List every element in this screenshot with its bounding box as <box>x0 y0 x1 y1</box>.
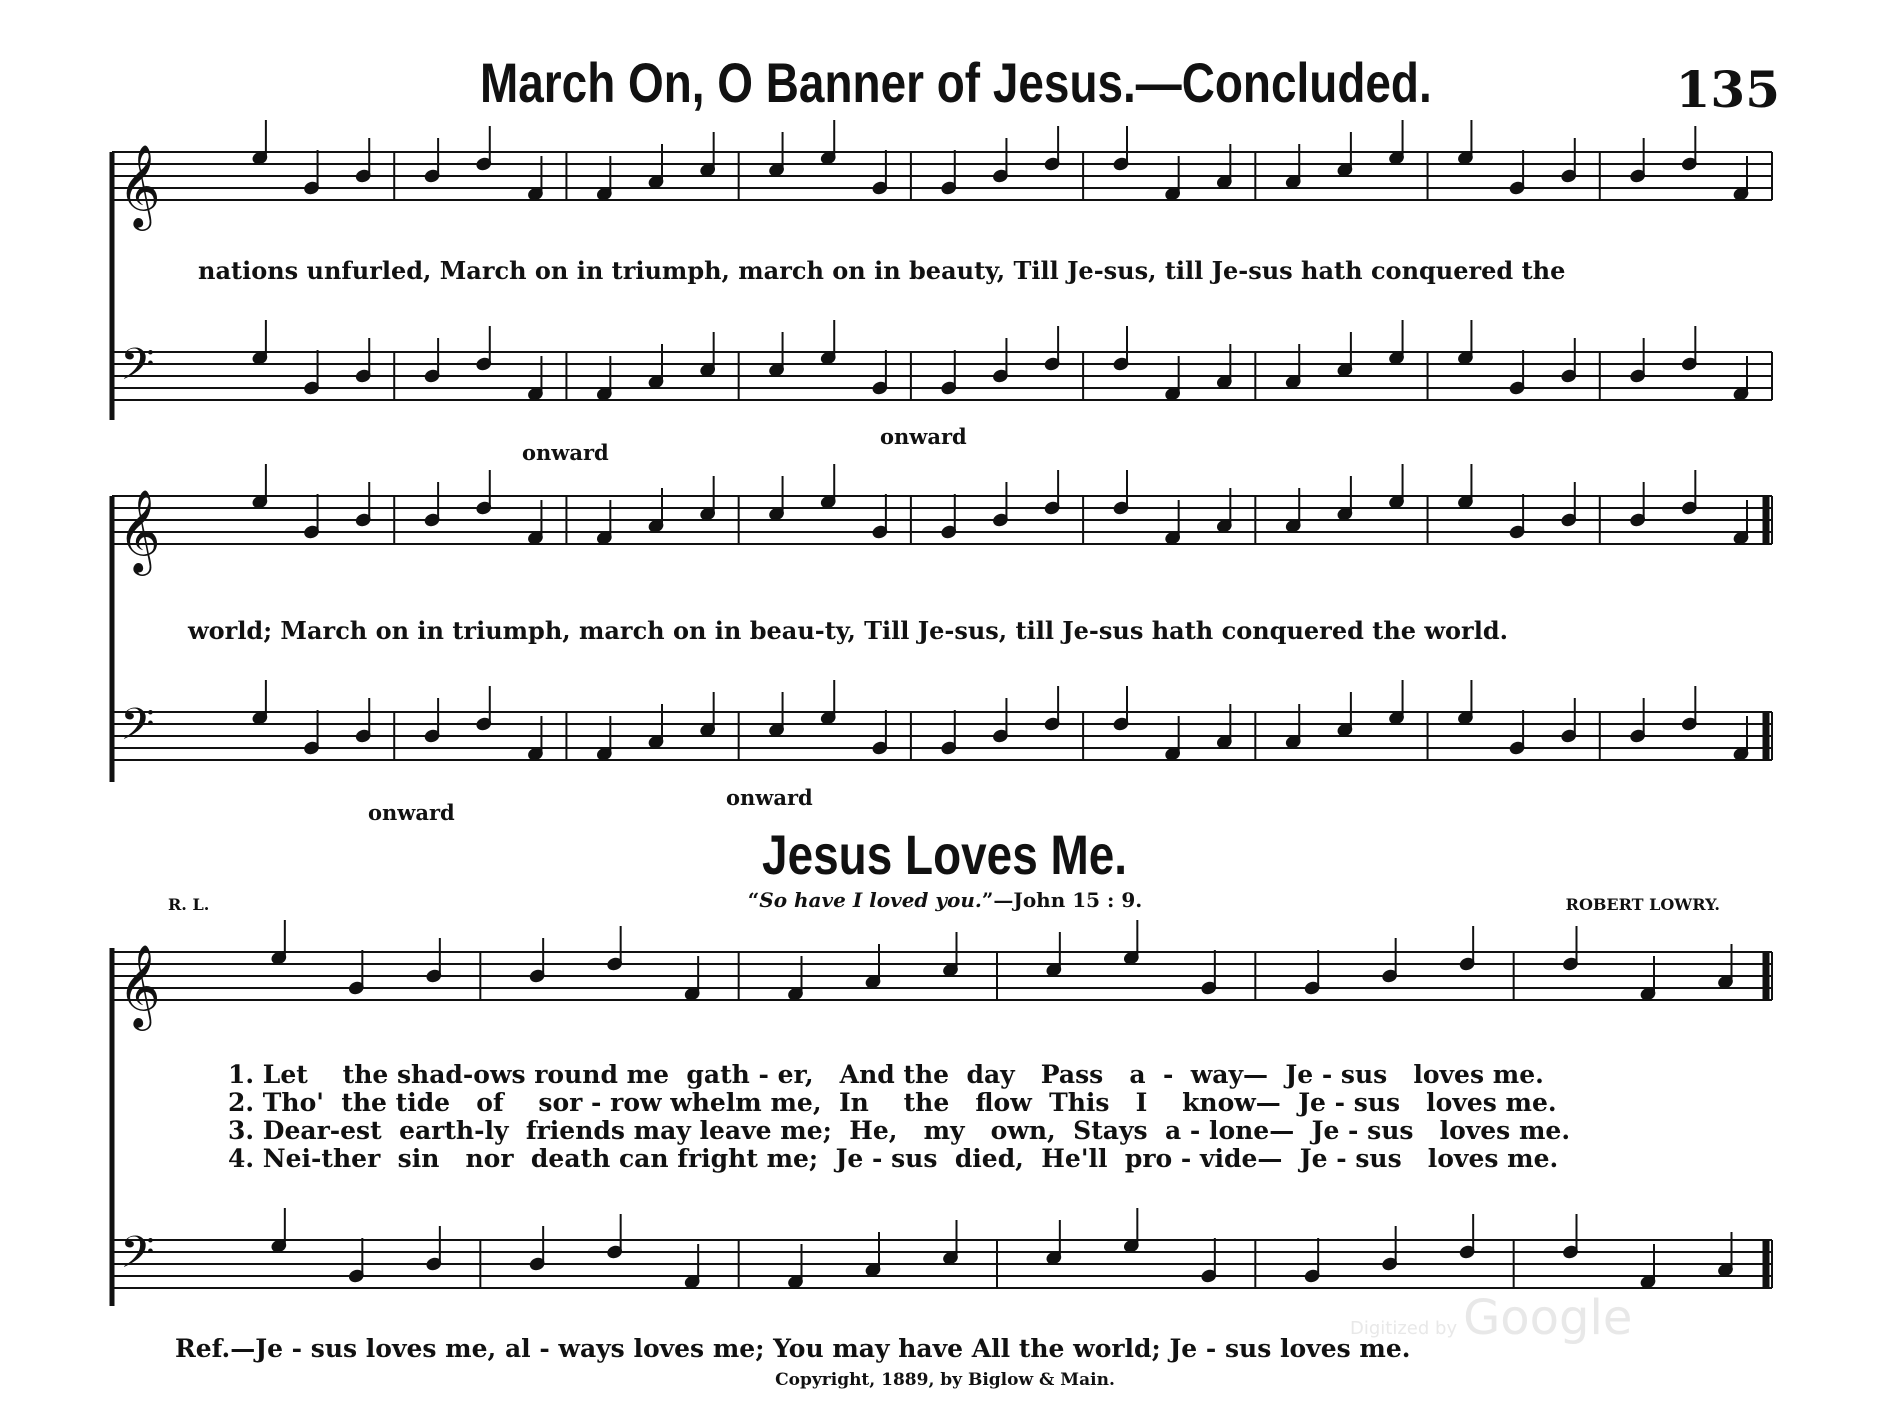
page-number: 135 <box>1675 60 1780 119</box>
svg-text:𝄞: 𝄞 <box>118 143 161 227</box>
verse-3: 3. Dear-est earth-ly friends may leave me; He, my own, Stays a - lone— Je - sus loves me. <box>228 1116 1571 1145</box>
system2-onward-b: onward <box>726 785 813 810</box>
system2-onward-a: onward <box>368 800 455 825</box>
verse-1: 1. Let the shad-ows round me gath - er, And the day Pass a - way— Je - sus loves me. <box>228 1060 1544 1089</box>
verse-4: 4. Nei-ther sin nor death can fright me; Je - sus died, He'll pro - vide— Je - sus loves me. <box>228 1144 1559 1173</box>
epigraph-reference: —John 15 : 9. <box>993 888 1143 912</box>
epigraph-quote: So have I loved you. <box>759 888 982 912</box>
verse-2: 2. Tho' the tide of sor - row whelm me, In the flow This I know— Je - sus loves me. <box>228 1088 1557 1117</box>
svg-text:𝄢: 𝄢 <box>120 698 155 761</box>
watermark-small: Digitized by <box>1350 1318 1458 1339</box>
svg-text:𝄞: 𝄞 <box>118 488 161 572</box>
watermark-large: Google <box>1463 1290 1633 1346</box>
hymn1-title: March On, O Banner of Jesus.—Concluded. <box>480 51 1432 114</box>
author-initials: R. L. <box>168 895 210 914</box>
epigraph: “So have I loved you.”—John 15 : 9. <box>747 888 1143 912</box>
watermark <box>1350 1290 1632 1346</box>
system1-lyrics: nations unfurled, March on in triumph, march on in beauty, Till Je-sus, till Je-sus hath conquered the <box>198 256 1566 285</box>
svg-text:𝄢: 𝄢 <box>120 338 155 401</box>
system2-lyrics: world; March on in triumph, march on in beau-ty, Till Je-sus, till Je-sus hath conquered the world. <box>188 616 1508 645</box>
hymn2-title: Jesus Loves Me. <box>762 823 1128 886</box>
system1-onward-b: onward <box>880 424 967 449</box>
svg-text:𝄢: 𝄢 <box>120 1226 155 1289</box>
copyright: Copyright, 1889, by Biglow & Main. <box>775 1370 1115 1390</box>
system1-onward-a: onward <box>522 440 609 465</box>
refrain: Ref.—Je - sus loves me, al - ways loves me; You may have All the world; Je - sus loves me. <box>175 1334 1411 1363</box>
svg-text:𝄞: 𝄞 <box>118 943 161 1027</box>
composer: ROBERT LOWRY. <box>1565 895 1720 914</box>
